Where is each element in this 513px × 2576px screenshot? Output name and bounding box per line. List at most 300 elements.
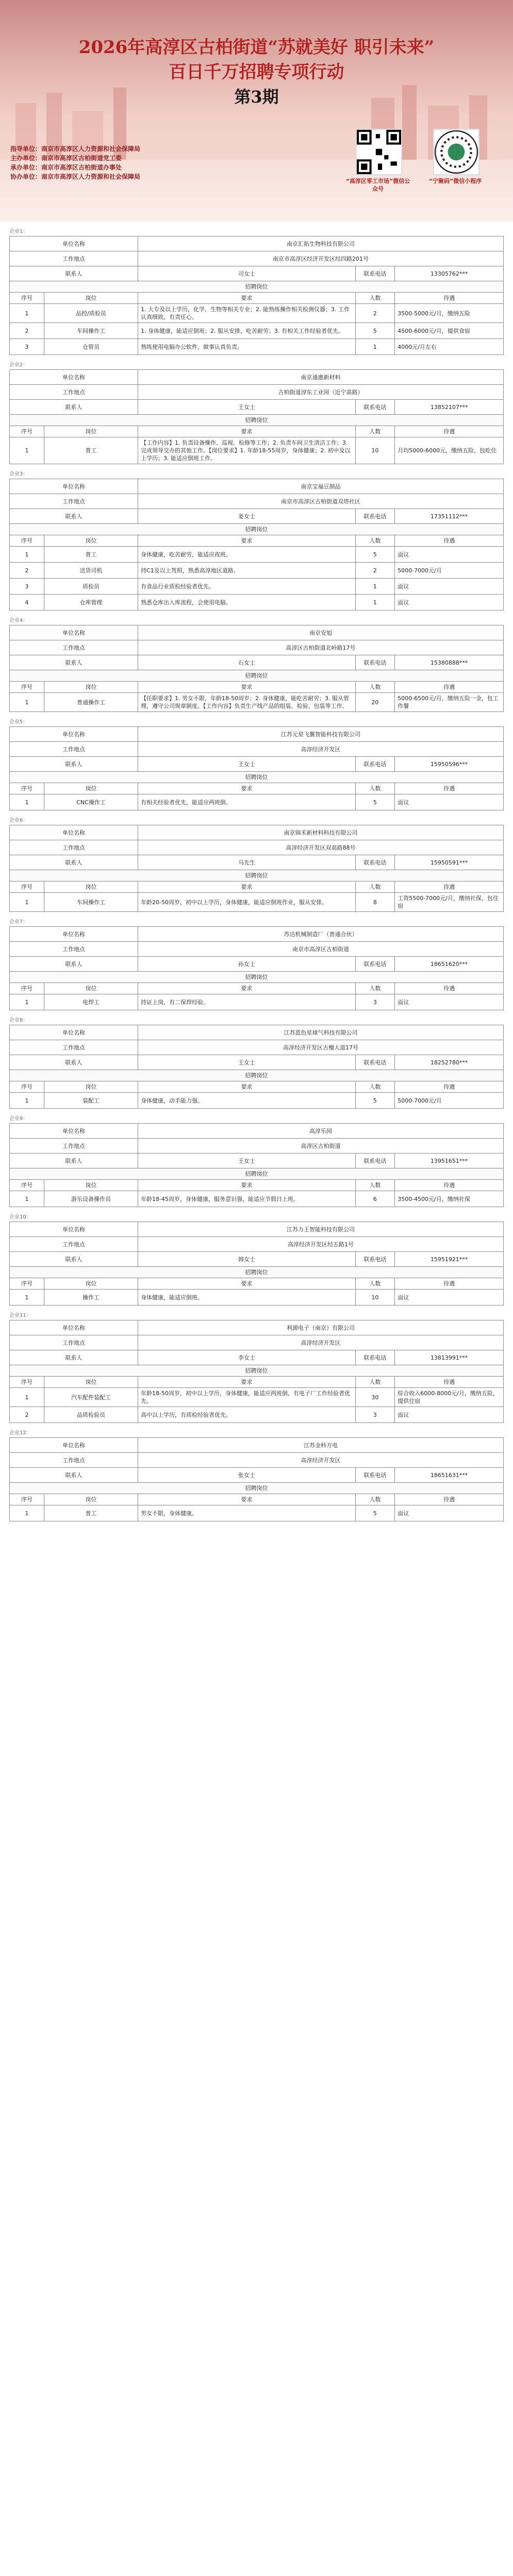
unit-name-value: 江苏元星飞翼智能科技有限公司 — [138, 727, 504, 742]
contact-value: 王女士 — [138, 757, 356, 772]
work-place-value: 高淳经济开发区古檀大道17号 — [138, 1040, 504, 1055]
row-unit-name — [10, 370, 504, 385]
col-seq: 序号 — [10, 682, 44, 693]
job-requirements: 高中以上学历，有质检经验者优先。 — [138, 1407, 356, 1423]
row-jobs-title — [10, 415, 504, 426]
row-jobs-title — [10, 1483, 504, 1494]
job-seq: 1 — [10, 1093, 44, 1109]
row-jobs-title — [10, 1267, 504, 1278]
company-block — [9, 1115, 504, 1207]
unit-name-label: 单位名称 — [10, 1320, 138, 1335]
banner-title-line1: 2026年高淳区古柏街道“苏就美好 职引未来” — [78, 37, 435, 58]
contact-label: 联系人 — [10, 1350, 138, 1365]
job-seq: 3 — [10, 339, 44, 355]
row-work-place — [10, 1453, 504, 1468]
job-requirements: 年龄20-50周岁，初中以上学历，身体健康，能适应倒班作业，服从安排。 — [138, 893, 356, 912]
row-work-place — [10, 1335, 504, 1350]
row-unit-name — [10, 1320, 504, 1335]
company-number: 企业3： — [9, 471, 28, 477]
work-place-label: 工作地点 — [10, 942, 138, 957]
job-seq: 2 — [10, 323, 44, 339]
organizer-co: 协办单位：南京市高淳区人力资源和社会保障局 — [10, 173, 141, 180]
job-requirements: 身体健康，吃苦耐劳，能适应夜班。 — [138, 547, 356, 563]
unit-name-value: 南京安旭 — [138, 625, 504, 640]
row-unit-name — [10, 727, 504, 742]
work-place-value: 高淳区古柏街道北岭路17号 — [138, 640, 504, 655]
phone-label: 联系电话 — [355, 1350, 395, 1365]
job-count: 20 — [355, 693, 395, 712]
job-requirements: 身体健康，动手能力强。 — [138, 1093, 356, 1109]
work-place-value: 高淳经济开发区 — [138, 1335, 504, 1350]
col-count: 人数 — [355, 783, 395, 794]
row-contact — [10, 655, 504, 670]
job-title: 普通操作工 — [44, 693, 138, 712]
organizer-list — [10, 144, 299, 181]
phone-value: 17351112*** — [395, 509, 504, 524]
job-seq: 1 — [10, 794, 44, 810]
job-title: 品质检验员 — [44, 1407, 138, 1423]
unit-name-label: 单位名称 — [10, 1222, 138, 1237]
job-seq: 1 — [10, 547, 44, 563]
row-jobs-title — [10, 524, 504, 535]
company-table — [9, 625, 504, 712]
company-block — [9, 817, 504, 912]
unit-name-label: 单位名称 — [10, 370, 138, 385]
col-requirements: 要求 — [138, 983, 356, 994]
row-contact — [10, 1154, 504, 1168]
job-seq: 1 — [10, 1191, 44, 1207]
job-count: 3 — [355, 994, 395, 1010]
row-contact — [10, 1468, 504, 1483]
job-requirements: 有食品行业质检经验者优先。 — [138, 579, 356, 595]
job-count: 10 — [355, 437, 395, 464]
unit-name-value: 利源电子（南京）有限公司 — [138, 1320, 504, 1335]
row-contact — [10, 400, 504, 415]
col-count: 人数 — [355, 983, 395, 994]
row-contact — [10, 1350, 504, 1365]
job-salary: 面议 — [395, 994, 504, 1010]
organizer-undertaker: 承办单位：南京市高淳区古柏街道办事处 — [10, 164, 122, 171]
unit-name-value: 江苏力王智能科技有限公司 — [138, 1222, 504, 1237]
phone-label: 联系电话 — [355, 1154, 395, 1168]
row-work-place — [10, 640, 504, 655]
job-salary: 面议 — [395, 579, 504, 595]
col-count: 人数 — [355, 882, 395, 893]
row-jobs-header — [10, 682, 504, 693]
unit-name-label: 单位名称 — [10, 236, 138, 251]
job-requirements: 【工作内容】1. 负责设备操作、巡视、检修等工作；2. 负责车间卫生清洁工作；3. 完成领导交办的其他工作。【岗位要求】1. 年龄18-55周岁，身体健康；2. 初中及以上学历；3. 能适应倒班工作。 — [138, 437, 356, 464]
work-place-value: 南京市高淳区古柏街道 — [138, 942, 504, 957]
job-seq: 2 — [10, 563, 44, 579]
qr-code-icon — [356, 129, 402, 175]
organizer-guide: 指导单位：南京市高淳区人力资源和社会保障局 — [10, 145, 141, 152]
col-count: 人数 — [355, 535, 395, 547]
job-row — [10, 437, 504, 464]
job-salary: 3500-5000元/月，缴纳五险 — [395, 304, 504, 323]
job-salary: 面议 — [395, 1505, 504, 1521]
row-unit-name — [10, 625, 504, 640]
phone-label: 联系电话 — [355, 400, 395, 415]
col-seq: 序号 — [10, 1180, 44, 1191]
col-requirements: 要求 — [138, 1494, 356, 1505]
jobs-section-title: 招聘岗位 — [10, 524, 504, 535]
job-salary: 5000-7000元/月 — [395, 1093, 504, 1109]
phone-value: 15380888*** — [395, 655, 504, 670]
jobs-section-title: 招聘岗位 — [10, 670, 504, 682]
row-contact — [10, 509, 504, 524]
job-requirements: 年龄18-45周岁，身体健康，服务意识强，能适应节假日上班。 — [138, 1191, 356, 1207]
row-unit-name — [10, 1222, 504, 1237]
job-title: 仓管员 — [44, 339, 138, 355]
work-place-value: 高淳经济开发区 — [138, 742, 504, 757]
job-title: 送货司机 — [44, 563, 138, 579]
company-block — [9, 470, 504, 611]
jobs-section-title: 招聘岗位 — [10, 870, 504, 882]
job-title: 普工 — [44, 547, 138, 563]
contact-value: 司女士 — [138, 266, 356, 281]
phone-label: 联系电话 — [355, 1252, 395, 1267]
work-place-value: 古柏街道淳东工业园（近宁高路） — [138, 385, 504, 400]
row-work-place — [10, 385, 504, 400]
job-requirements: 持证上岗，有二保焊经验。 — [138, 994, 356, 1010]
contact-value: 王女士 — [138, 1055, 356, 1070]
phone-label: 联系电话 — [355, 266, 395, 281]
row-unit-name — [10, 927, 504, 942]
col-seq: 序号 — [10, 535, 44, 547]
job-title: CNC操作工 — [44, 794, 138, 810]
row-work-place — [10, 1139, 504, 1154]
mini-program-code-icon — [433, 129, 479, 175]
contact-label: 联系人 — [10, 1252, 138, 1267]
work-place-label: 工作地点 — [10, 1139, 138, 1154]
phone-value: 13305762*** — [395, 266, 504, 281]
phone-label: 联系电话 — [355, 757, 395, 772]
col-count: 人数 — [355, 1081, 395, 1093]
contact-label: 联系人 — [10, 509, 138, 524]
job-count: 5 — [355, 1505, 395, 1521]
contact-value: 孙女士 — [138, 957, 356, 972]
jobs-section-title: 招聘岗位 — [10, 1267, 504, 1278]
row-jobs-header — [10, 1377, 504, 1388]
company-number: 企业8： — [9, 1018, 28, 1023]
job-seq: 4 — [10, 595, 44, 611]
col-requirements: 要求 — [138, 426, 356, 437]
job-count: 6 — [355, 1191, 395, 1207]
job-count: 3 — [355, 1407, 395, 1423]
company-block — [9, 228, 504, 355]
job-count: 8 — [355, 893, 395, 912]
job-row — [10, 893, 504, 912]
contact-label: 联系人 — [10, 855, 138, 870]
company-table — [9, 1437, 504, 1521]
contact-value: 韩女士 — [138, 1252, 356, 1267]
row-unit-name — [10, 825, 504, 840]
unit-name-value: 南京宝福豆制品 — [138, 479, 504, 494]
phone-value: 13951651*** — [395, 1154, 504, 1168]
job-row — [10, 1407, 504, 1423]
job-title: 质检员 — [44, 579, 138, 595]
col-position: 岗位 — [44, 1377, 138, 1388]
contact-value: 李女士 — [138, 1350, 356, 1365]
phone-value: 13852107*** — [395, 400, 504, 415]
qr1-caption: “高淳区零工市场”微信公众号 — [345, 178, 410, 192]
job-row — [10, 1505, 504, 1521]
contact-value: 马先生 — [138, 855, 356, 870]
job-requirements: 1. 身体健康，能适应倒班；2. 服从安排，吃苦耐劳；3. 有相关工作经验者优先。 — [138, 323, 356, 339]
contact-label: 联系人 — [10, 1154, 138, 1168]
company-number: 企业12： — [9, 1430, 31, 1436]
company-block — [9, 617, 504, 712]
row-jobs-header — [10, 426, 504, 437]
job-salary: 面议 — [395, 595, 504, 611]
job-salary: 4500-6000元/月，提供食宿 — [395, 323, 504, 339]
row-jobs-header — [10, 882, 504, 893]
col-count: 人数 — [355, 1278, 395, 1290]
job-requirements: 持C1及以上驾照，熟悉高淳地区道路。 — [138, 563, 356, 579]
job-salary: 面议 — [395, 794, 504, 810]
col-requirements: 要求 — [138, 1377, 356, 1388]
company-number: 企业1： — [9, 229, 28, 234]
work-place-value: 高淳经济开发区 — [138, 1453, 504, 1468]
col-requirements: 要求 — [138, 1081, 356, 1093]
phone-value: 13813991*** — [395, 1350, 504, 1365]
phone-value: 18651631*** — [395, 1468, 504, 1483]
contact-label: 联系人 — [10, 1468, 138, 1483]
col-salary: 待遇 — [395, 1081, 504, 1093]
jobs-section-title: 招聘岗位 — [10, 772, 504, 783]
job-seq: 1 — [10, 1505, 44, 1521]
work-place-value: 南京市高淳区经济开发区经四路201号 — [138, 251, 504, 266]
row-jobs-header — [10, 293, 504, 304]
jobs-section-title: 招聘岗位 — [10, 1168, 504, 1180]
contact-label: 联系人 — [10, 757, 138, 772]
jobs-section-title: 招聘岗位 — [10, 415, 504, 426]
row-unit-name — [10, 479, 504, 494]
job-seq: 1 — [10, 994, 44, 1010]
company-table — [9, 825, 504, 912]
row-jobs-header — [10, 1494, 504, 1505]
work-place-label: 工作地点 — [10, 494, 138, 509]
row-jobs-header — [10, 1180, 504, 1191]
company-block — [9, 1016, 504, 1109]
work-place-label: 工作地点 — [10, 1335, 138, 1350]
col-requirements: 要求 — [138, 783, 356, 794]
job-seq: 1 — [10, 1388, 44, 1407]
job-count: 2 — [355, 563, 395, 579]
work-place-value: 高淳经济开发区双高路88号 — [138, 840, 504, 855]
row-jobs-title — [10, 670, 504, 682]
row-jobs-header — [10, 535, 504, 547]
col-salary: 待遇 — [395, 1180, 504, 1191]
col-count: 人数 — [355, 1180, 395, 1191]
col-requirements: 要求 — [138, 535, 356, 547]
job-row — [10, 323, 504, 339]
job-title: 仓库管理 — [44, 595, 138, 611]
job-requirements: 熟练使用电脑办公软件，做事认真负责。 — [138, 339, 356, 355]
job-seq: 2 — [10, 1407, 44, 1423]
job-title: 普工 — [44, 437, 138, 464]
phone-value: 15950596*** — [395, 757, 504, 772]
phone-label: 联系电话 — [355, 1468, 395, 1483]
col-salary: 待遇 — [395, 882, 504, 893]
row-jobs-title — [10, 772, 504, 783]
job-title: 普工 — [44, 1505, 138, 1521]
job-salary: 5000-7000元/月 — [395, 563, 504, 579]
work-place-label: 工作地点 — [10, 1453, 138, 1468]
company-number: 企业7： — [9, 919, 28, 925]
job-count: 5 — [355, 323, 395, 339]
phone-value: 15951921*** — [395, 1252, 504, 1267]
job-row — [10, 547, 504, 563]
row-jobs-header — [10, 983, 504, 994]
contact-value: 石女士 — [138, 655, 356, 670]
job-requirements: 身体健康，能适应倒班。 — [138, 1290, 356, 1306]
row-contact — [10, 757, 504, 772]
col-count: 人数 — [355, 1494, 395, 1505]
unit-name-label: 单位名称 — [10, 927, 138, 942]
phone-value: 15950591*** — [395, 855, 504, 870]
contact-value: 王女士 — [138, 400, 356, 415]
job-row — [10, 339, 504, 355]
row-work-place — [10, 251, 504, 266]
unit-name-label: 单位名称 — [10, 727, 138, 742]
unit-name-value: 南京汇拓生物科技有限公司 — [138, 236, 504, 251]
col-salary: 待遇 — [395, 1377, 504, 1388]
qr2-caption: “宁聚码”微信小程序 — [428, 178, 482, 184]
company-block — [9, 1312, 504, 1423]
unit-name-value: 高淳乐园 — [138, 1124, 504, 1139]
col-position: 岗位 — [44, 1494, 138, 1505]
work-place-label: 工作地点 — [10, 640, 138, 655]
job-row — [10, 595, 504, 611]
row-jobs-header — [10, 1278, 504, 1290]
row-jobs-header — [10, 783, 504, 794]
unit-name-value: 南京锦禾新材料科技有限公司 — [138, 825, 504, 840]
work-place-label: 工作地点 — [10, 742, 138, 757]
company-block — [9, 1213, 504, 1306]
row-contact — [10, 1055, 504, 1070]
col-seq: 序号 — [10, 983, 44, 994]
job-count: 5 — [355, 1093, 395, 1109]
col-position: 岗位 — [44, 535, 138, 547]
phone-label: 联系电话 — [355, 509, 395, 524]
row-jobs-title — [10, 870, 504, 882]
job-count: 1 — [355, 339, 395, 355]
job-requirements: 年龄18-50周岁，初中以上学历，身体健康，能适应两班倒，有电子厂工作经验者优先。 — [138, 1388, 356, 1407]
job-count: 10 — [355, 1290, 395, 1306]
unit-name-label: 单位名称 — [10, 1124, 138, 1139]
col-salary: 待遇 — [395, 682, 504, 693]
job-row — [10, 794, 504, 810]
col-position: 岗位 — [44, 1278, 138, 1290]
row-unit-name — [10, 1124, 504, 1139]
row-unit-name — [10, 1025, 504, 1040]
job-count: 30 — [355, 1388, 395, 1407]
col-seq: 序号 — [10, 1081, 44, 1093]
row-work-place — [10, 942, 504, 957]
phone-label: 联系电话 — [355, 957, 395, 972]
job-seq: 1 — [10, 693, 44, 712]
col-seq: 序号 — [10, 1377, 44, 1388]
job-seq: 1 — [10, 1290, 44, 1306]
col-requirements: 要求 — [138, 882, 356, 893]
company-table — [9, 1222, 504, 1306]
col-salary: 待遇 — [395, 426, 504, 437]
company-table — [9, 1320, 504, 1423]
col-salary: 待遇 — [395, 983, 504, 994]
unit-name-label: 单位名称 — [10, 1438, 138, 1453]
col-seq: 序号 — [10, 1494, 44, 1505]
unit-name-label: 单位名称 — [10, 625, 138, 640]
phone-label: 联系电话 — [355, 1055, 395, 1070]
job-count: 1 — [355, 579, 395, 595]
job-row — [10, 1191, 504, 1207]
contact-label: 联系人 — [10, 266, 138, 281]
col-seq: 序号 — [10, 426, 44, 437]
job-title: 车间操作工 — [44, 893, 138, 912]
job-seq: 1 — [10, 893, 44, 912]
company-table — [9, 1025, 504, 1109]
phone-value: 18252780*** — [395, 1055, 504, 1070]
row-jobs-header — [10, 1081, 504, 1093]
company-number: 企业6： — [9, 818, 28, 823]
unit-name-label: 单位名称 — [10, 479, 138, 494]
job-seq: 1 — [10, 437, 44, 464]
jobs-section-title: 招聘岗位 — [10, 1483, 504, 1494]
contact-label: 联系人 — [10, 1055, 138, 1070]
col-count: 人数 — [355, 682, 395, 693]
job-salary: 3500-4500元/月，缴纳社保 — [395, 1191, 504, 1207]
col-position: 岗位 — [44, 426, 138, 437]
job-title: 品控/质检员 — [44, 304, 138, 323]
job-title: 装配工 — [44, 1093, 138, 1109]
work-place-label: 工作地点 — [10, 385, 138, 400]
company-number: 企业4： — [9, 618, 28, 623]
phone-label: 联系电话 — [355, 855, 395, 870]
col-requirements: 要求 — [138, 1278, 356, 1290]
header-banner — [0, 0, 513, 222]
col-seq: 序号 — [10, 1278, 44, 1290]
col-requirements: 要求 — [138, 682, 356, 693]
col-seq: 序号 — [10, 882, 44, 893]
work-place-label: 工作地点 — [10, 1040, 138, 1055]
row-jobs-title — [10, 1070, 504, 1081]
contact-value: 王女士 — [138, 1154, 356, 1168]
job-salary: 工资5500-7000元/月，缴纳社保，包住宿 — [395, 893, 504, 912]
job-title: 游乐设备操作员 — [44, 1191, 138, 1207]
job-row — [10, 693, 504, 712]
col-position: 岗位 — [44, 682, 138, 693]
company-table — [9, 726, 504, 810]
job-seq: 3 — [10, 579, 44, 595]
row-work-place — [10, 1237, 504, 1252]
contact-value: 张女士 — [138, 1468, 356, 1483]
col-position: 岗位 — [44, 882, 138, 893]
job-salary: 面议 — [395, 1290, 504, 1306]
unit-name-value: 南京通惠新材料 — [138, 370, 504, 385]
col-salary: 待遇 — [395, 535, 504, 547]
row-contact — [10, 266, 504, 281]
job-title: 汽车配件装配工 — [44, 1388, 138, 1407]
work-place-label: 工作地点 — [10, 840, 138, 855]
jobs-section-title: 招聘岗位 — [10, 1365, 504, 1377]
col-count: 人数 — [355, 426, 395, 437]
row-contact — [10, 1252, 504, 1267]
company-number: 企业10： — [9, 1214, 31, 1220]
col-position: 岗位 — [44, 1180, 138, 1191]
company-number: 企业5： — [9, 719, 28, 725]
job-title: 电焊工 — [44, 994, 138, 1010]
